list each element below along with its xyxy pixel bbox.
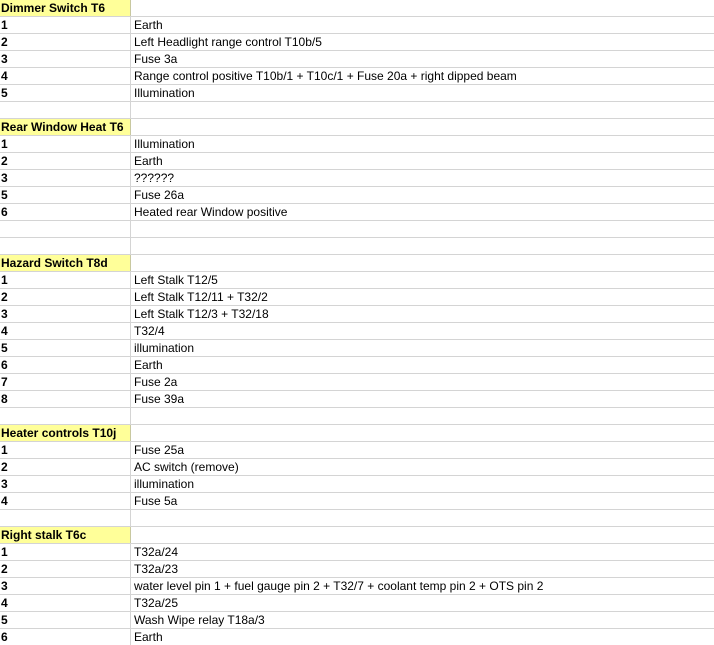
table-row[interactable]	[0, 476, 714, 493]
table-row[interactable]	[0, 153, 714, 170]
empty-row[interactable]	[0, 510, 714, 527]
pin-number-cell[interactable]: 1	[0, 544, 131, 560]
table-row[interactable]	[0, 323, 714, 340]
pin-number-cell[interactable]: 1	[0, 17, 131, 33]
pin-number-cell[interactable]: 3	[0, 578, 131, 594]
pin-description-cell[interactable]: Earth	[134, 18, 163, 32]
section-title[interactable]: Right stalk T6c	[0, 527, 131, 543]
table-row[interactable]	[0, 17, 714, 34]
table-row[interactable]	[0, 306, 714, 323]
empty-cell[interactable]	[131, 425, 714, 441]
pin-number-cell[interactable]: 1	[0, 442, 131, 458]
pin-number-cell[interactable]: 8	[0, 391, 131, 407]
section-header-row[interactable]	[0, 119, 714, 136]
pin-number-cell[interactable]: 6	[0, 204, 131, 220]
pin-description-cell[interactable]: Illumination	[134, 137, 195, 151]
empty-cell[interactable]	[131, 238, 714, 254]
pin-number-cell[interactable]: 3	[0, 51, 131, 67]
empty-cell[interactable]	[131, 527, 714, 543]
pin-description-cell[interactable]: Earth	[134, 358, 163, 372]
section-header-row[interactable]	[0, 527, 714, 544]
pin-number-cell[interactable]: 4	[0, 68, 131, 84]
pin-description-cell[interactable]: illumination	[134, 341, 195, 355]
pin-number-cell[interactable]: 7	[0, 374, 131, 390]
pin-number-cell[interactable]: 3	[0, 170, 131, 186]
pin-number-cell[interactable]: 3	[0, 306, 131, 322]
table-row[interactable]	[0, 357, 714, 374]
empty-cell[interactable]	[131, 510, 714, 526]
pin-description-cell[interactable]: Fuse 5a	[134, 494, 178, 508]
table-row[interactable]	[0, 34, 714, 51]
empty-cell[interactable]	[0, 510, 131, 526]
empty-row[interactable]	[0, 408, 714, 425]
pin-description-cell[interactable]: Left Headlight range control T10b/5	[134, 35, 322, 49]
table-row[interactable]	[0, 289, 714, 306]
pin-number-cell[interactable]: 3	[0, 476, 131, 492]
table-row[interactable]	[0, 85, 714, 102]
table-row[interactable]	[0, 561, 714, 578]
pin-description-cell[interactable]: Earth	[134, 154, 163, 168]
table-row[interactable]	[0, 578, 714, 595]
pin-number-cell[interactable]: 4	[0, 493, 131, 509]
pin-description-cell[interactable]: T32a/25	[134, 596, 179, 610]
pin-number-cell[interactable]: 5	[0, 612, 131, 628]
pin-description-cell[interactable]: Fuse 2a	[134, 375, 178, 389]
table-row[interactable]	[0, 272, 714, 289]
table-row[interactable]	[0, 340, 714, 357]
empty-cell[interactable]	[131, 119, 714, 135]
pin-description-cell[interactable]: Wash Wipe relay T18a/3	[134, 613, 265, 627]
table-row[interactable]	[0, 187, 714, 204]
table-row[interactable]	[0, 391, 714, 408]
table-row[interactable]	[0, 544, 714, 561]
table-row[interactable]	[0, 629, 714, 645]
pin-description-cell[interactable]: Left Stalk T12/3 + T32/18	[134, 307, 269, 321]
pin-description-cell[interactable]: water level pin 1 + fuel gauge pin 2 + T32/7 + coolant temp pin 2 + OTS pin 2	[134, 579, 544, 593]
pin-description-cell[interactable]: Fuse 25a	[134, 443, 185, 457]
empty-cell[interactable]	[131, 408, 714, 424]
table-row[interactable]	[0, 442, 714, 459]
pin-number-cell[interactable]: 4	[0, 323, 131, 339]
pin-description-cell[interactable]: Fuse 39a	[134, 392, 185, 406]
empty-cell[interactable]	[131, 102, 714, 118]
section-title[interactable]: Heater controls T10j	[0, 425, 131, 441]
pin-description-cell[interactable]: Left Stalk T12/5	[134, 273, 218, 287]
empty-row[interactable]	[0, 221, 714, 238]
section-title[interactable]: Dimmer Switch T6	[0, 0, 131, 16]
table-row[interactable]	[0, 612, 714, 629]
empty-cell[interactable]	[0, 221, 131, 237]
pin-number-cell[interactable]: 6	[0, 357, 131, 373]
pin-number-cell[interactable]: 2	[0, 561, 131, 577]
empty-cell[interactable]	[131, 221, 714, 237]
table-row[interactable]	[0, 204, 714, 221]
section-title[interactable]: Rear Window Heat T6	[0, 119, 131, 135]
table-row[interactable]	[0, 595, 714, 612]
table-row[interactable]	[0, 459, 714, 476]
pin-description-cell[interactable]: AC switch (remove)	[134, 460, 239, 474]
section-header-row[interactable]	[0, 255, 714, 272]
section-header-row[interactable]	[0, 425, 714, 442]
pin-description-cell[interactable]: Fuse 3a	[134, 52, 178, 66]
table-row[interactable]	[0, 51, 714, 68]
pin-description-cell[interactable]: Range control positive T10b/1 + T10c/1 + Fuse 20a + right dipped beam	[134, 69, 517, 83]
pin-description-cell[interactable]: Heated rear Window positive	[134, 205, 288, 219]
pin-description-cell[interactable]: illumination	[134, 477, 195, 491]
pin-number-cell[interactable]: 5	[0, 187, 131, 203]
table-row[interactable]	[0, 136, 714, 153]
empty-cell[interactable]	[0, 408, 131, 424]
pin-number-cell[interactable]: 6	[0, 629, 131, 645]
pin-description-cell[interactable]: T32a/23	[134, 562, 179, 576]
empty-row[interactable]	[0, 238, 714, 255]
pin-number-cell[interactable]: 5	[0, 85, 131, 101]
pin-number-cell[interactable]: 2	[0, 34, 131, 50]
table-row[interactable]	[0, 68, 714, 85]
table-row[interactable]	[0, 493, 714, 510]
pin-number-cell[interactable]: 4	[0, 595, 131, 611]
section-header-row[interactable]	[0, 0, 714, 17]
empty-cell[interactable]	[131, 255, 714, 271]
table-row[interactable]	[0, 374, 714, 391]
pin-description-cell[interactable]: Fuse 26a	[134, 188, 185, 202]
pin-description-cell[interactable]: T32a/24	[134, 545, 179, 559]
empty-row[interactable]	[0, 102, 714, 119]
pin-number-cell[interactable]: 5	[0, 340, 131, 356]
empty-cell[interactable]	[131, 0, 714, 16]
pin-number-cell[interactable]: 1	[0, 136, 131, 152]
empty-cell[interactable]	[0, 238, 131, 254]
table-row[interactable]	[0, 170, 714, 187]
pin-description-cell[interactable]: Left Stalk T12/11 + T32/2	[134, 290, 268, 304]
pin-number-cell[interactable]: 2	[0, 289, 131, 305]
pin-number-cell[interactable]: 1	[0, 272, 131, 288]
pin-description-cell[interactable]: Illumination	[134, 86, 195, 100]
empty-cell[interactable]	[0, 102, 131, 118]
pin-number-cell[interactable]: 2	[0, 459, 131, 475]
section-title[interactable]: Hazard Switch T8d	[0, 255, 131, 271]
pin-number-cell[interactable]: 2	[0, 153, 131, 169]
pin-description-cell[interactable]: ??????	[134, 171, 175, 185]
pin-description-cell[interactable]: Earth	[134, 630, 163, 644]
pin-description-cell[interactable]: T32/4	[134, 324, 165, 338]
